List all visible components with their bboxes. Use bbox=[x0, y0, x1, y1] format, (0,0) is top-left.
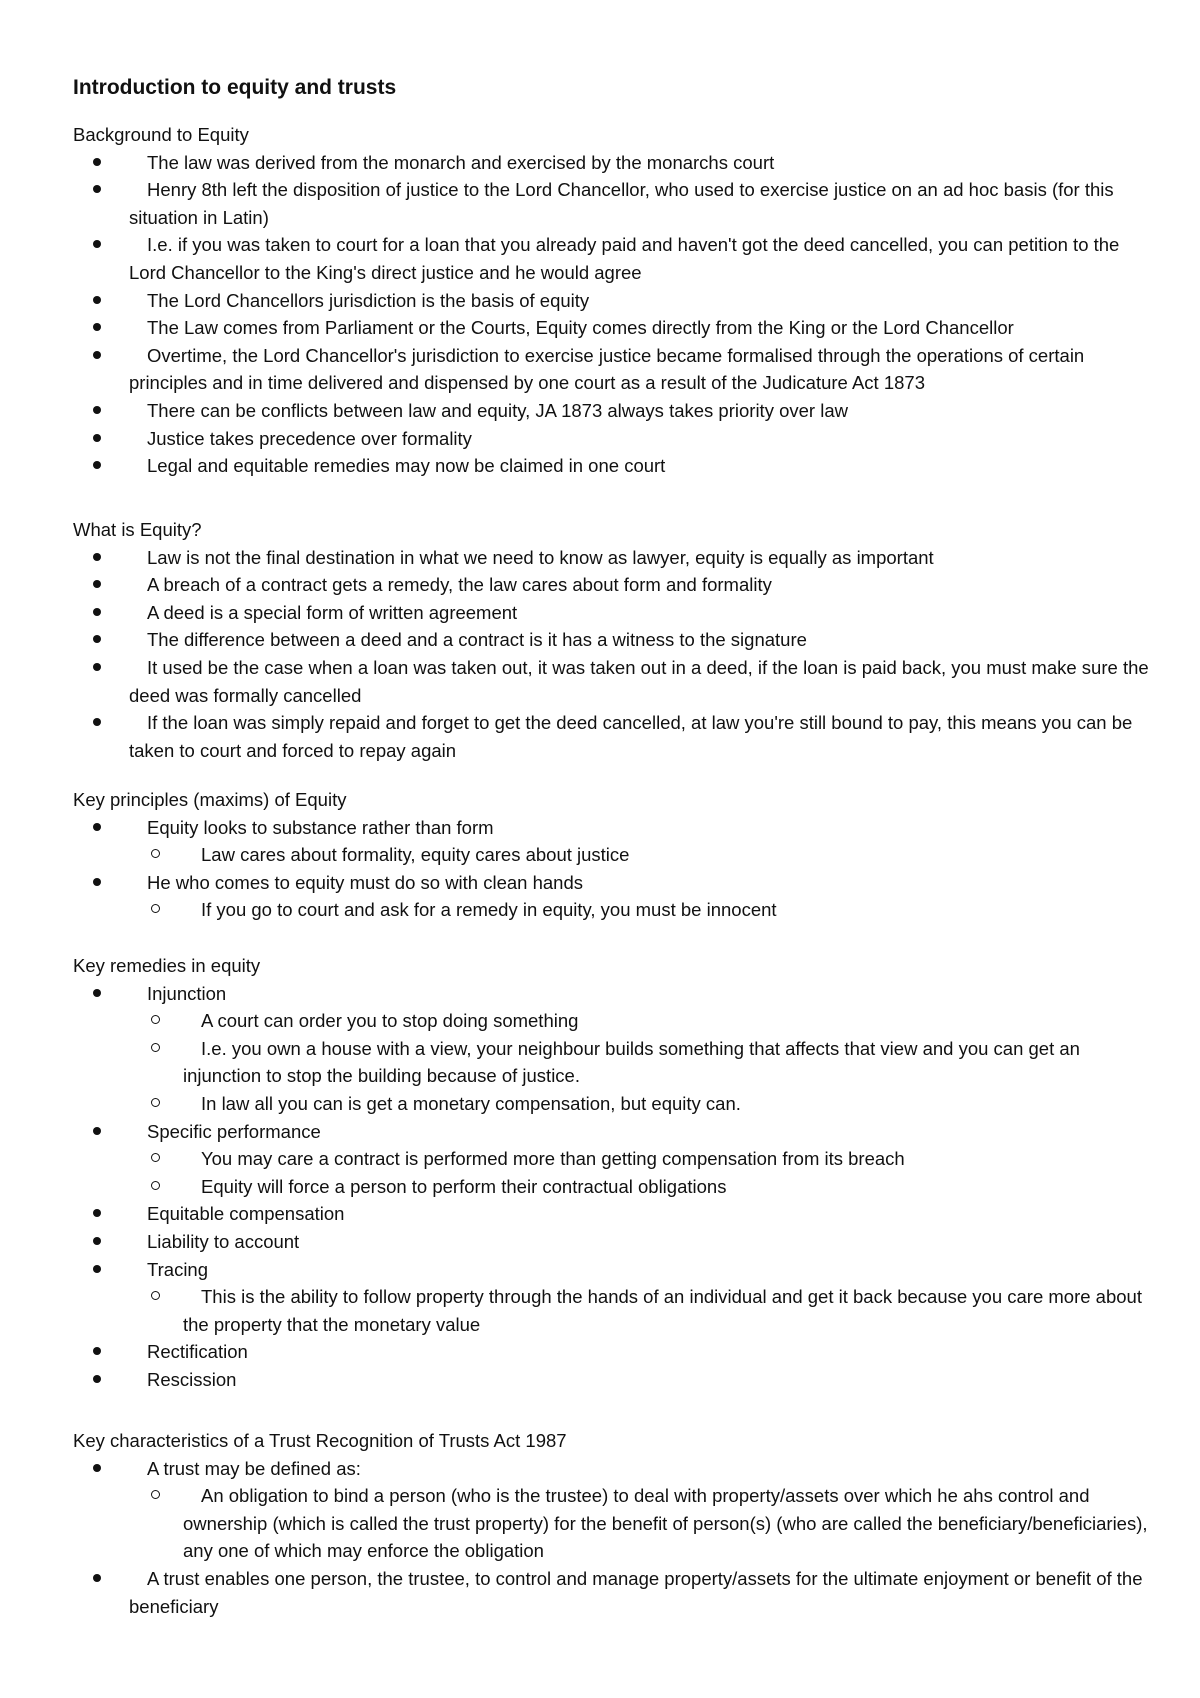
section-heading: Key principles (maxims) of Equity bbox=[73, 789, 347, 810]
list-item bbox=[73, 1228, 1153, 1256]
bullet-icon bbox=[93, 434, 101, 442]
sub-list-item bbox=[73, 1145, 1153, 1173]
list-item-text: A trust may be defined as: bbox=[147, 1457, 361, 1479]
bullet-icon bbox=[93, 240, 101, 248]
list-item bbox=[73, 544, 1153, 572]
bullet-icon bbox=[93, 406, 101, 414]
list-item-text: The difference between a deed and a contract is it has a witness to the signature bbox=[147, 629, 807, 651]
sub-list-item bbox=[73, 1007, 1153, 1035]
bullet-icon bbox=[93, 1464, 101, 1472]
list-item bbox=[73, 709, 1153, 764]
list-item-text: I.e. if you was taken to court for a loan that you already paid and haven't got the deed cancelled, you can petition to the Lord Chancellor to the King's direct justice and he would agree bbox=[129, 234, 1120, 283]
list-item bbox=[73, 1565, 1153, 1620]
bullet-icon bbox=[93, 1237, 101, 1245]
bullet-icon bbox=[93, 1375, 101, 1383]
sub-list-item bbox=[73, 1173, 1153, 1201]
list-item bbox=[73, 869, 1153, 897]
circle-bullet-icon bbox=[151, 1490, 160, 1499]
circle-bullet-icon bbox=[151, 849, 160, 858]
list-item bbox=[73, 231, 1153, 286]
list-item bbox=[73, 571, 1153, 599]
sub-bullet-list bbox=[73, 1145, 1153, 1200]
section-heading: What is Equity? bbox=[73, 519, 202, 540]
bullet-list bbox=[73, 869, 1153, 897]
circle-bullet-icon bbox=[151, 1291, 160, 1300]
section-trust-characteristics bbox=[73, 1427, 1153, 1620]
sub-bullet-list bbox=[73, 1283, 1153, 1338]
document-title: Introduction to equity and trusts bbox=[73, 76, 397, 99]
bullet-list bbox=[73, 1118, 1153, 1146]
circle-bullet-icon bbox=[151, 1153, 160, 1162]
list-item bbox=[73, 654, 1153, 709]
list-item bbox=[73, 1338, 1153, 1366]
bullet-icon bbox=[93, 296, 101, 304]
bullet-icon bbox=[93, 323, 101, 331]
sub-list-item-text: I.e. you own a house with a view, your neighbour builds something that affects that view and you can get an injunction to stop the building because of justice. bbox=[183, 1037, 1080, 1087]
bullet-icon bbox=[93, 989, 101, 997]
sub-list-item bbox=[73, 1090, 1153, 1118]
sub-list-item bbox=[73, 1283, 1153, 1338]
sub-list-item bbox=[73, 1482, 1153, 1565]
sub-list-item-text: A court can order you to stop doing something bbox=[201, 1010, 579, 1032]
bullet-icon bbox=[93, 1209, 101, 1217]
bullet-list bbox=[73, 544, 1153, 765]
section-heading: Key characteristics of a Trust Recognition of Trusts Act 1987 bbox=[73, 1430, 567, 1451]
bullet-icon bbox=[93, 1574, 101, 1582]
bullet-icon bbox=[93, 351, 101, 359]
circle-bullet-icon bbox=[151, 1181, 160, 1190]
list-item-text: Rescission bbox=[147, 1368, 237, 1390]
list-item-text: Tracing bbox=[147, 1258, 209, 1280]
list-item-text: Injunction bbox=[147, 982, 227, 1004]
list-item bbox=[73, 397, 1153, 425]
list-item-text: Equity looks to substance rather than form bbox=[147, 816, 494, 838]
list-item-text: Justice takes precedence over formality bbox=[147, 427, 472, 449]
list-item-text: He who comes to equity must do so with clean hands bbox=[147, 871, 584, 893]
sub-list-item-text: This is the ability to follow property through the hands of an individual and get it back because you care more about the property that the monetary value bbox=[183, 1286, 1142, 1335]
list-item-text: Overtime, the Lord Chancellor's jurisdiction to exercise justice became formalised through the operations of certain principles and in time delivered and dispensed by one court as a result of the Judicature Act 1873 bbox=[129, 344, 1085, 394]
bullet-icon bbox=[93, 1127, 101, 1135]
sub-list-item bbox=[73, 841, 1153, 869]
section-key-remedies bbox=[73, 952, 1153, 1394]
section-heading: Key remedies in equity bbox=[73, 955, 261, 976]
list-item bbox=[73, 342, 1153, 397]
sub-list-item-text: An obligation to bind a person (who is the trustee) to deal with property/assets over which he ahs control and ownership (which is called the trust property) for the benefit of person(s) (who are called the beneficiary/beneficiaries), any one of which may enforce the obligation bbox=[183, 1485, 1148, 1562]
bullet-list bbox=[73, 814, 1153, 842]
bullet-list bbox=[73, 149, 1153, 480]
bullet-icon bbox=[93, 158, 101, 166]
sub-list-item-text: Equity will force a person to perform their contractual obligations bbox=[201, 1175, 727, 1197]
list-item-text: The Law comes from Parliament or the Courts, Equity comes directly from the King or the Lord Chancellor bbox=[147, 317, 1014, 339]
bullet-icon bbox=[93, 663, 101, 671]
circle-bullet-icon bbox=[151, 904, 160, 913]
bullet-icon bbox=[93, 580, 101, 588]
sub-list-item bbox=[73, 1035, 1153, 1090]
bullet-icon bbox=[93, 553, 101, 561]
list-item-text: Law is not the final destination in what we need to know as lawyer, equity is equally as important bbox=[147, 546, 934, 568]
list-item bbox=[73, 1200, 1153, 1228]
section-background bbox=[73, 121, 1153, 480]
bullet-list bbox=[73, 980, 1153, 1008]
bullet-icon bbox=[93, 635, 101, 643]
sub-bullet-list bbox=[73, 896, 1153, 924]
list-item-text: A deed is a special form of written agreement bbox=[147, 601, 518, 623]
list-item-text: The law was derived from the monarch and exercised by the monarchs court bbox=[147, 151, 775, 173]
list-item-text: The Lord Chancellors jurisdiction is the basis of equity bbox=[147, 289, 590, 311]
list-item bbox=[73, 1118, 1153, 1146]
bullet-list bbox=[73, 1338, 1153, 1393]
list-item bbox=[73, 1256, 1153, 1284]
section-heading: Background to Equity bbox=[73, 124, 249, 145]
list-item bbox=[73, 599, 1153, 627]
bullet-icon bbox=[93, 461, 101, 469]
list-item bbox=[73, 149, 1153, 177]
list-item-text: Specific performance bbox=[147, 1120, 321, 1142]
bullet-list bbox=[73, 1200, 1153, 1283]
list-item bbox=[73, 425, 1153, 453]
list-item-text: If the loan was simply repaid and forget to get the deed cancelled, at law you're still bound to pay, this means you can be taken to court and forced to repay again bbox=[129, 712, 1133, 761]
sub-list-item bbox=[73, 896, 1153, 924]
section-what-is-equity bbox=[73, 516, 1153, 764]
bullet-icon bbox=[93, 823, 101, 831]
circle-bullet-icon bbox=[151, 1043, 160, 1052]
list-item-text: There can be conflicts between law and equity, JA 1873 always takes priority over law bbox=[147, 399, 848, 421]
list-item-text: Equitable compensation bbox=[147, 1203, 345, 1225]
list-item-text: Legal and equitable remedies may now be claimed in one court bbox=[147, 455, 666, 477]
sub-list-item-text: Law cares about formality, equity cares about justice bbox=[201, 844, 630, 866]
bullet-list bbox=[73, 1565, 1153, 1620]
bullet-icon bbox=[93, 1265, 101, 1273]
list-item bbox=[73, 1366, 1153, 1394]
list-item-text: Henry 8th left the disposition of justice to the Lord Chancellor, who used to exercise justice on an ad hoc basis (for this situation in Latin) bbox=[129, 179, 1114, 228]
bullet-icon bbox=[93, 608, 101, 616]
list-item bbox=[73, 1455, 1153, 1483]
sub-list-item-text: If you go to court and ask for a remedy in equity, you must be innocent bbox=[201, 899, 777, 921]
list-item bbox=[73, 814, 1153, 842]
list-item-text: A breach of a contract gets a remedy, the law cares about form and formality bbox=[147, 574, 772, 596]
bullet-icon bbox=[93, 185, 101, 193]
sub-list-item-text: You may care a contract is performed more than getting compensation from its breach bbox=[201, 1148, 905, 1170]
sub-bullet-list bbox=[73, 1482, 1153, 1565]
list-item bbox=[73, 176, 1153, 231]
list-item-text: A trust enables one person, the trustee, to control and manage property/assets for the ultimate enjoyment or benefit of the beneficiary bbox=[129, 1567, 1143, 1617]
list-item bbox=[73, 314, 1153, 342]
circle-bullet-icon bbox=[151, 1098, 160, 1107]
list-item bbox=[73, 287, 1153, 315]
list-item-text: Liability to account bbox=[147, 1230, 300, 1252]
bullet-icon bbox=[93, 718, 101, 726]
bullet-list bbox=[73, 1455, 1153, 1483]
section-key-principles bbox=[73, 786, 1153, 924]
list-item-text: Rectification bbox=[147, 1341, 248, 1363]
list-item bbox=[73, 980, 1153, 1008]
bullet-icon bbox=[93, 878, 101, 886]
list-item-text: It used be the case when a loan was taken out, it was taken out in a deed, if the loan is paid back, you must make sure the deed was formally cancelled bbox=[129, 656, 1149, 706]
sub-list-item-text: In law all you can is get a monetary compensation, but equity can. bbox=[201, 1092, 741, 1114]
circle-bullet-icon bbox=[151, 1015, 160, 1024]
sub-bullet-list bbox=[73, 1007, 1153, 1117]
list-item bbox=[73, 626, 1153, 654]
bullet-icon bbox=[93, 1347, 101, 1355]
list-item bbox=[73, 452, 1153, 480]
sub-bullet-list bbox=[73, 841, 1153, 869]
